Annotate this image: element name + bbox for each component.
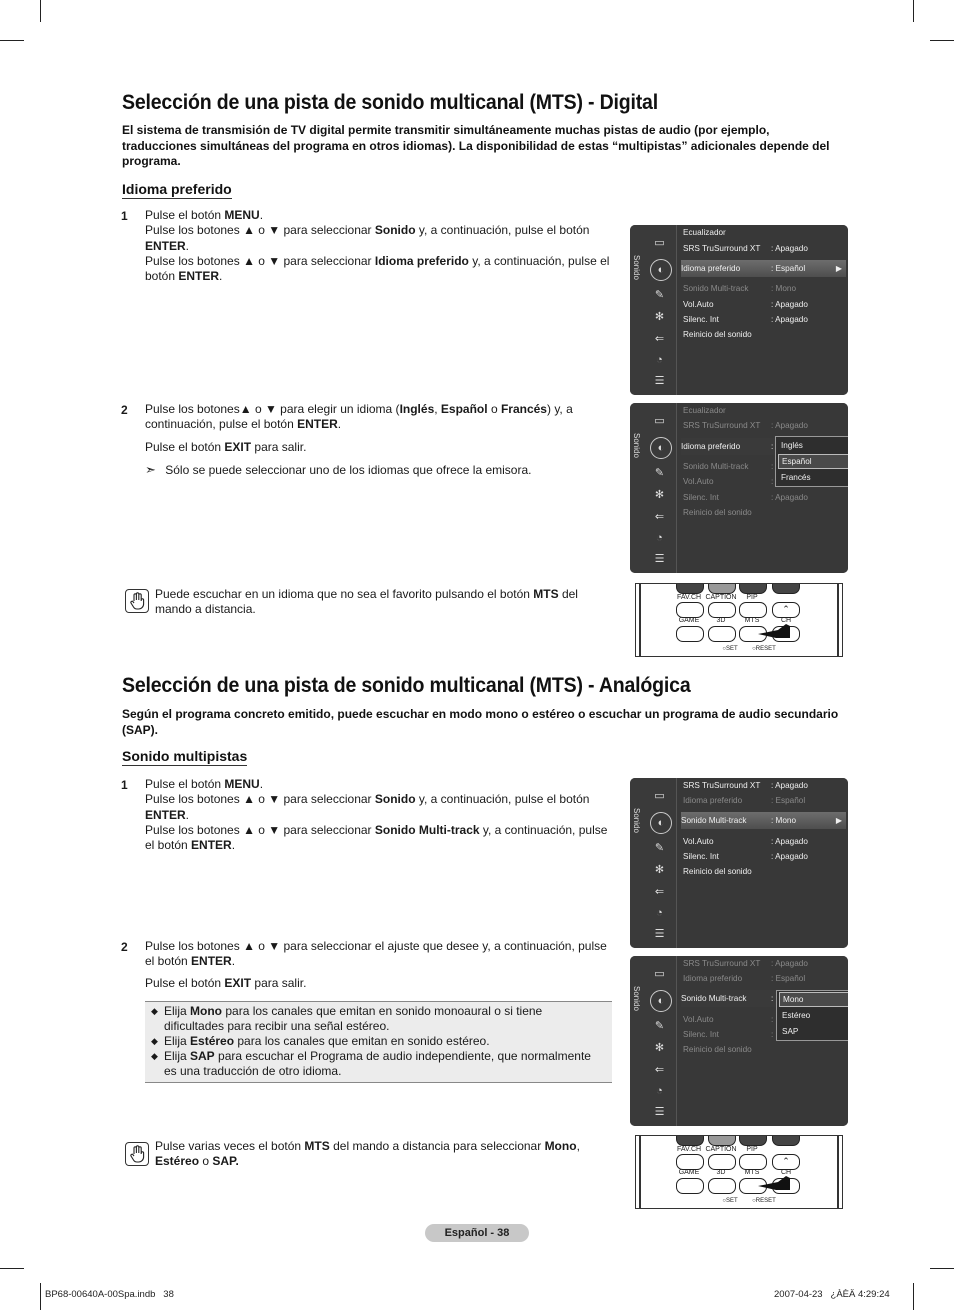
menu-category-label: Sonido [632,433,641,458]
pointing-finger-icon [756,1172,796,1192]
menu-category-label: Sonido [632,255,641,280]
menu-panel [677,225,848,395]
menu-item[interactable]: SRS TruSurround XT : Apagado [683,781,808,790]
remote-label: FAV.CH [676,1146,702,1153]
menu-panel [677,403,848,573]
menu-item[interactable]: Sonido Multi-track : Mono [683,284,797,293]
section1-step2-note: ➣ Sólo se puede seleccionar uno de los idiomas que ofrece la emisora. [145,462,532,477]
ch-up-button: ⌃ [772,602,800,618]
section1-subheading: Idioma preferido [122,181,232,197]
pip-button [739,602,767,618]
menu-item[interactable]: Silenc. Int : Apagado [683,315,808,324]
support-icon: ◔ [656,532,663,544]
support-icon: ◔ [656,907,663,919]
setup-gear-icon: ✻ [654,864,665,876]
menu-item[interactable]: Vol.Auto : [683,477,774,486]
menu-item[interactable]: Silenc. Int : [683,1030,774,1039]
remote-label: CH [780,1169,792,1176]
option-ingles[interactable]: Inglés [781,441,803,450]
picture-icon: ▭ [654,415,665,427]
page-number-badge: Español - 38 [425,1224,529,1242]
menu-item[interactable]: Vol.Auto : Apagado [683,300,808,309]
remote-edge [639,584,641,656]
tv-menu-multitrack-options [630,956,848,1126]
menu-item[interactable]: Reinicio del sonido [683,330,752,339]
game-button [676,626,704,642]
input-icon: ⇐ [654,511,665,523]
remote-edge [837,1136,839,1208]
menu-item[interactable]: Idioma preferido : Español [683,796,806,805]
footer-date: 2007-04-23 ¿ÀÈÄ 4:29:24 [774,1289,890,1300]
menu-icon-column [630,225,677,395]
menu-item-selected[interactable]: Idioma preferido : [681,438,846,455]
section2-intro: Según el programa concreto emitido, puede escuchar en modo mono o estéreo o escuchar un programa de audio secundario (SAP). [122,707,839,737]
remote-button [676,583,704,594]
option-mono[interactable]: Mono [779,992,848,1007]
picture-icon: ▭ [654,790,665,802]
menu-item-selected[interactable]: Idioma preferido : Español ▶ [681,260,846,277]
3d-button [708,626,736,642]
pip-button [739,1154,767,1170]
remote-button [739,583,767,594]
menu-item[interactable]: Silenc. Int : Apagado [683,493,808,502]
hand-note-icon [125,1142,149,1166]
remote-button [708,1135,736,1146]
input-icon: ⇐ [654,1064,665,1076]
remote-label: 3D [716,1169,726,1176]
remote-label: CH [780,617,792,624]
channel-icon: ✎ [654,467,665,479]
channel-icon: ✎ [654,1020,665,1032]
menu-item[interactable]: Reinicio del sonido [683,508,752,517]
menu-item[interactable]: Ecualizador [683,406,726,415]
remote-button [708,583,736,594]
right-arrow-icon: ▶ [835,816,842,825]
fav-ch-button [676,1154,704,1170]
menu-item[interactable]: Vol.Auto : [683,1015,774,1024]
game-button [676,1178,704,1194]
option-sap[interactable]: SAP [782,1027,799,1036]
remote-label: CAPTION [705,594,737,601]
menu-panel [677,956,848,1126]
remote-edge [837,584,839,656]
step-number: 1 [121,778,128,792]
section1-step1-text: Pulse el botón MENU. Pulse los botones ▲ o ▼ para seleccionar Sonido y, a continuación, pulse el botón ENTER. Pulse los botones ▲ o ▼ para seleccionar Idioma preferido y, a continuación, pulse el botón ENTER. [145,208,610,284]
channel-icon: ✎ [654,289,665,301]
remote-label: FAV.CH [676,594,702,601]
sound-icon: ◐ [650,990,672,1012]
option-estereo[interactable]: Estéreo [782,1011,811,1020]
list-icon: ☰ [654,375,665,387]
remote-label: ○RESET [752,646,776,652]
diamond-bullet-icon: ◆ [151,1051,158,1061]
remote-label: MTS [744,1169,760,1176]
remote-button [676,1135,704,1146]
menu-item[interactable]: Idioma preferido : Español [683,974,806,983]
fav-ch-button [676,602,704,618]
list-icon: ☰ [654,1106,665,1118]
option-espanol[interactable]: Español [778,454,848,469]
menu-item[interactable]: Vol.Auto : Apagado [683,837,808,846]
menu-item[interactable]: Reinicio del sonido [683,867,752,876]
remote-control-illustration [635,583,843,657]
remote-button [739,1135,767,1146]
remote-label: PIP [746,1146,758,1153]
ch-up-button: ⌃ [772,1154,800,1170]
picture-icon: ▭ [654,237,665,249]
support-icon: ◔ [656,354,663,366]
remote-control-illustration [635,1135,843,1209]
menu-item[interactable]: SRS TruSurround XT : Apagado [683,244,808,253]
support-icon: ◔ [656,1085,663,1097]
input-icon: ⇐ [654,333,665,345]
pointing-finger-icon [756,620,796,640]
menu-item[interactable]: Ecualizador [683,228,726,237]
menu-category-label: Sonido [632,986,641,1011]
options-bullet-list: ◆ Elija Mono para los canales que emitan en sonido monoaural o si tiene dificultades para recibir una señal estéreo. ◆ Elija Estéreo para los canales que emitan en sonido estéreo. ◆ Elija SAP para escuchar el Programa de audio independiente, que normalmente es una traducción de otro idioma. [145,1001,612,1083]
section1-intro: El sistema de transmisión de TV digital permite transmitir simultáneamente muchas pistas de audio (por ejemplo, traducciones simultáneas del programa en otros idiomas). La disponibilidad de estas “multipistas” adicionales depende del programa. [122,123,830,168]
diamond-bullet-icon: ◆ [151,1006,158,1016]
menu-item[interactable]: SRS TruSurround XT : Apagado [683,421,808,430]
step-number: 2 [121,940,128,954]
remote-label: ○SET [722,646,738,652]
section2-tip: Pulse varias veces el botón MTS del mando a distancia para seleccionar Mono, Estéreo o SAP. [155,1139,580,1169]
sound-icon: ◐ [650,437,672,459]
remote-label: GAME [678,1169,700,1176]
right-arrow-icon: ▶ [835,264,842,273]
section2-subheading: Sonido multipistas [122,748,248,764]
caption-button [708,602,736,618]
tv-menu-sound-idioma [630,225,848,395]
section1-tip: Puede escuchar en un idioma que no sea el favorito pulsando el botón MTS del mando a distancia. [155,587,578,617]
3d-button [708,1178,736,1194]
menu-icon-column [630,778,677,948]
picture-icon: ▭ [654,968,665,980]
option-frances[interactable]: Francés [781,473,811,482]
remote-label: GAME [678,617,700,624]
setup-gear-icon: ✻ [654,311,665,323]
step-number: 2 [121,403,128,417]
remote-label: 3D [716,617,726,624]
sound-icon: ◐ [650,812,672,834]
footer-file: BP68-00640A-00Spa.indb 38 [45,1289,174,1300]
section2-title: Selección de una pista de sonido multicanal (MTS) - Analógica [122,674,691,697]
menu-item-selected[interactable]: Sonido Multi-track : [681,990,846,1007]
diamond-bullet-icon: ◆ [151,1036,158,1046]
channel-icon: ✎ [654,842,665,854]
setup-gear-icon: ✻ [654,1042,665,1054]
menu-item[interactable]: Silenc. Int : Apagado [683,852,808,861]
step-number: 1 [121,209,128,223]
list-icon: ☰ [654,928,665,940]
section2-step1-text: Pulse el botón MENU. Pulse los botones ▲ o ▼ para seleccionar Sonido y, a continuación, pulse el botón ENTER. Pulse los botones ▲ o ▼ para seleccionar Sonido Multi-track y, a continuación, pulse el botón ENTER. [145,777,608,853]
reset-icon: ○ [752,1198,756,1204]
section2-step2-text: Pulse los botones ▲ o ▼ para seleccionar el ajuste que desee y, a continuación, pulse el botón ENTER. Pulse el botón EXIT para salir. [145,939,607,990]
menu-item[interactable]: SRS TruSurround XT : Apagado [683,959,808,968]
caption-button [708,1154,736,1170]
menu-icon-column [630,956,677,1126]
remote-edge [639,1136,641,1208]
set-icon: ○ [722,1198,726,1204]
remote-button [772,1135,800,1146]
menu-icon-column [630,403,677,573]
setup-gear-icon: ✻ [654,489,665,501]
set-icon: ○ [722,646,726,652]
menu-panel [677,778,848,948]
section1-title: Selección de una pista de sonido multicanal (MTS) - Digital [122,91,658,114]
section1-step2-text: Pulse los botones▲ o ▼ para elegir un idioma (Inglés, Español o Francés) y, a continuación, pulse el botón ENTER. Pulse el botón EXIT para salir. [145,402,573,454]
menu-category-label: Sonido [632,808,641,833]
menu-item[interactable]: Sonido Multi-track : [683,462,774,471]
reset-icon: ○ [752,646,756,652]
tv-menu-sound-multitrack [630,778,848,948]
remote-label: CAPTION [705,1146,737,1153]
tv-menu-idioma-options [630,403,848,573]
language-options-popup [775,436,848,487]
hand-note-icon [125,589,149,613]
menu-item[interactable]: Reinicio del sonido [683,1045,752,1054]
note-arrow-icon: ➣ [145,462,156,477]
list-icon: ☰ [654,553,665,565]
remote-label: PIP [746,594,758,601]
remote-label: ○RESET [752,1198,776,1204]
remote-button [772,583,800,594]
remote-label: MTS [744,617,760,624]
remote-label: ○SET [722,1198,738,1204]
multitrack-options-popup [776,990,848,1041]
menu-item-selected[interactable]: Sonido Multi-track : Mono ▶ [681,812,846,829]
sound-icon: ◐ [650,259,672,281]
input-icon: ⇐ [654,886,665,898]
